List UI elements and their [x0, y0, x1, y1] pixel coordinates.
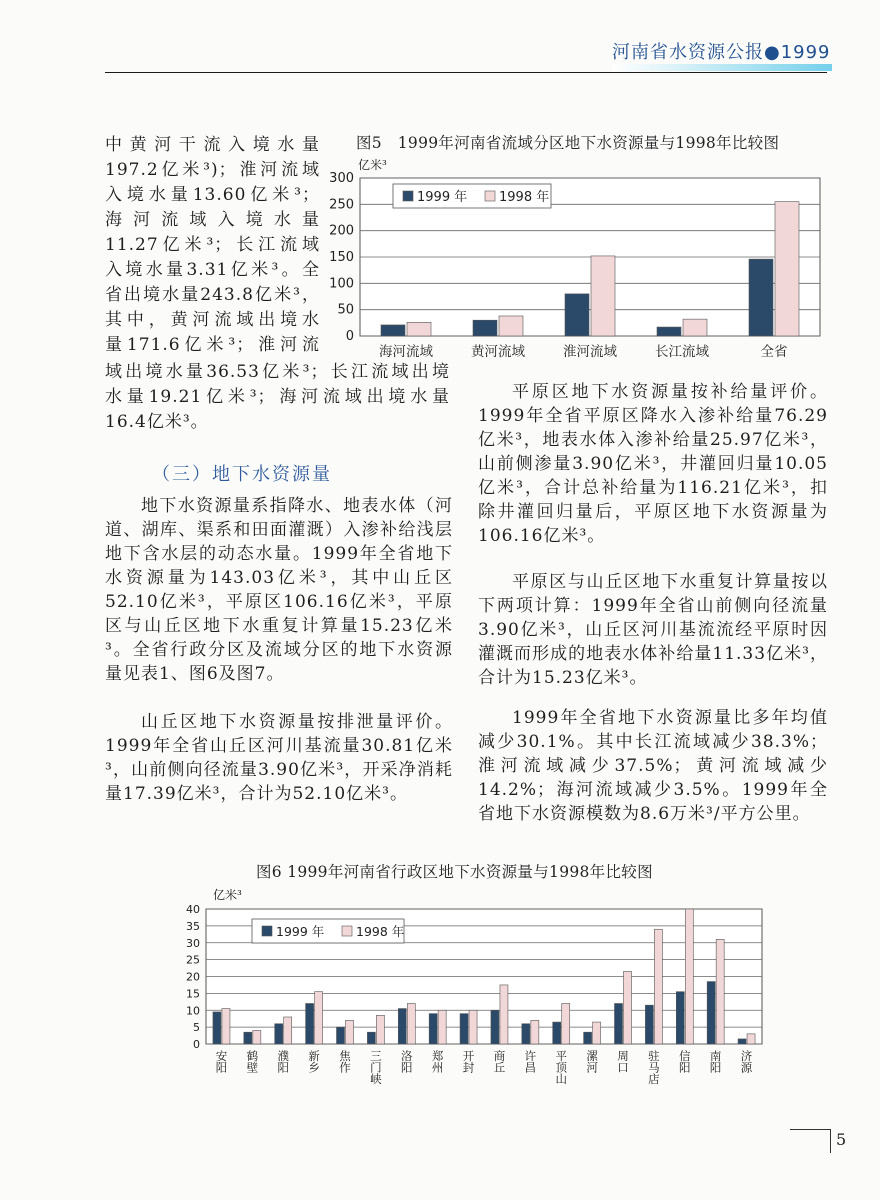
legend-label: 1999 年: [276, 924, 325, 939]
bar-1998: [654, 929, 662, 1044]
bar-1999: [213, 1012, 221, 1044]
legend-swatch-1998: [342, 926, 352, 936]
header-accent-band: [612, 64, 832, 71]
legend-label: 1999 年: [417, 190, 468, 205]
y-tick-label: 10: [186, 1004, 200, 1018]
fig6-chart: [170, 895, 770, 1110]
bar-1999: [473, 320, 497, 336]
x-tick-label: 新乡: [307, 1050, 322, 1073]
bar-1999: [491, 1010, 499, 1044]
y-tick-label: 50: [337, 302, 354, 318]
legend-swatch-1999: [403, 191, 413, 201]
bar-1999: [657, 327, 681, 336]
bar-1998: [346, 1020, 354, 1044]
x-tick-label: 洛阳: [399, 1050, 414, 1073]
legend-swatch-1998: [485, 191, 495, 201]
legend-label: 1998 年: [499, 190, 550, 205]
x-tick-label: 漯河: [585, 1050, 600, 1073]
bar-1999: [429, 1014, 437, 1044]
text-line: 197.2亿米³)；淮河流域: [105, 160, 320, 180]
x-tick-label: 安阳: [214, 1050, 229, 1073]
x-tick-label: 全省: [760, 344, 788, 360]
bar-1999: [565, 294, 589, 336]
fig5-caption: 图5 1999年河南省流域分区地下水资源量与1998年比较图: [356, 134, 780, 152]
text-line: 中黄河干流入境水量: [105, 135, 320, 155]
header-rule: [105, 72, 827, 73]
x-tick-label: 濮阳: [276, 1050, 291, 1073]
y-tick-label: 100: [329, 276, 354, 292]
paragraph: 平原区与山丘区地下水重复计算量按以下两项计算：1999年全省山前侧向径流量3.90亿米³，山丘区河川基流流经平原时因灌溉而形成的地表水体补给量11.33亿米³，合计为15.23亿米³。: [478, 572, 828, 688]
footer-rule: [790, 1129, 830, 1130]
bar-1998: [407, 322, 431, 336]
bar-1999: [306, 1004, 314, 1045]
bar-1999: [244, 1032, 252, 1044]
bar-1999: [553, 1022, 561, 1044]
bar-1998: [591, 256, 615, 336]
y-tick-label: 0: [193, 1038, 200, 1051]
bar-1998: [376, 1015, 384, 1044]
bar-1998: [438, 1010, 446, 1044]
bar-1998: [716, 939, 724, 1044]
text-line: 入境水量13.60亿米³；: [105, 185, 320, 205]
bar-1998: [407, 1004, 415, 1045]
page-number: 5: [836, 1130, 847, 1149]
paragraph: 1999年全省地下水资源量比多年均值减少30.1%。其中长江流域减少38.3%；淮河流域减少37.5%；黄河流域减少14.2%；海河流域减少3.5%。1999年全省地下水资源模数为8.6万米³/平方公里。: [478, 708, 828, 824]
x-tick-label: 海河流域: [379, 344, 433, 360]
text-line: 水量19.21亿米³；海河流域出境水量: [105, 387, 450, 407]
text-line: 量171.6亿米³；淮河流: [105, 335, 320, 355]
y-tick-label: 15: [186, 987, 200, 1001]
text-line: 域出境水量36.53亿米³；长江流域出境: [105, 362, 450, 382]
y-tick-label: 5: [193, 1021, 200, 1035]
x-tick-label: 平顶山: [554, 1050, 569, 1085]
y-tick-label: 150: [329, 250, 354, 265]
legend-label: 1998 年: [356, 924, 405, 939]
bar-1998: [624, 971, 632, 1044]
bar-1998: [593, 1022, 601, 1044]
bar-1999: [398, 1009, 406, 1044]
x-tick-label: 郑州: [430, 1050, 445, 1073]
paragraph: 平原区地下水资源量按补给量评价。1999年全省平原区降水入渗补给量76.29亿米³，地表水体入渗补给量25.97亿米³，山前侧渗量3.90亿米³，井灌回归量10.05亿米³，合计总补给量为116.21亿米³，扣除井灌回归量后，平原区地下水资源量为106.16亿米³。: [478, 382, 828, 546]
bar-1999: [584, 1032, 592, 1044]
bar-1998: [500, 985, 508, 1044]
bar-1999: [275, 1024, 283, 1044]
x-tick-label: 驻马店: [646, 1050, 661, 1085]
bar-1998: [683, 319, 707, 336]
text-line: 海河流域入境水量: [105, 210, 320, 230]
y-tick-label: 0: [345, 329, 354, 344]
bar-1998: [315, 992, 323, 1044]
text-line: 省出境水量243.8亿米³，: [105, 285, 320, 305]
text-line: 16.4亿米³。: [105, 412, 209, 432]
bar-1998: [531, 1020, 539, 1044]
y-tick-label: 40: [186, 903, 200, 916]
x-tick-label: 南阳: [708, 1050, 723, 1073]
legend-swatch-1999: [262, 926, 272, 936]
y-tick-label: 20: [186, 970, 200, 984]
text-line: 11.27亿米³；长江流域: [105, 235, 320, 255]
page-header-title: 河南省水资源公报●1999: [612, 42, 831, 63]
fig6-unit-label: 亿米³: [213, 888, 242, 902]
bar-1998: [562, 1004, 570, 1045]
x-tick-label: 三门峡: [368, 1050, 383, 1085]
bar-1998: [775, 202, 799, 336]
paragraph: 地下水资源量系指降水、地表水体（河道、湖库、渠系和田面灌溉）入渗补给浅层地下含水层的动态水量。1999年全省地下水资源量为143.03亿米³，其中山丘区52.10亿米³，平原区106.16亿米³，平原区与山丘区地下水重复计算量15.23亿米³。全省行政分区及流域分区的地下水资源量见表1、图6及图7。: [105, 496, 453, 684]
bar-1998: [222, 1009, 230, 1044]
x-tick-label: 济源: [739, 1050, 754, 1073]
x-tick-label: 长江流域: [655, 344, 709, 360]
x-tick-label: 开封: [461, 1050, 476, 1073]
text-line: 其中，黄河流域出境水: [105, 310, 320, 330]
y-tick-label: 30: [186, 936, 200, 950]
bar-1999: [367, 1032, 375, 1044]
fig5-chart: [330, 170, 830, 370]
x-tick-label: 信阳: [677, 1050, 692, 1073]
paragraph: 山丘区地下水资源量按排泄量评价。1999年全省山丘区河川基流量30.81亿米³，山前侧向径流量3.90亿米³，开采净消耗量17.39亿米³，合计为52.10亿米³。: [105, 712, 453, 804]
bar-1999: [645, 1005, 653, 1044]
bar-1999: [337, 1027, 345, 1044]
bar-1999: [460, 1014, 468, 1044]
x-tick-label: 淮河流域: [563, 344, 617, 360]
bar-1998: [469, 1010, 477, 1044]
bar-1999: [381, 325, 405, 336]
bar-1999: [522, 1024, 530, 1044]
text-line: 入境水量3.31亿米³。全: [105, 260, 320, 280]
bar-1999: [738, 1039, 746, 1044]
x-tick-label: 黄河流域: [471, 344, 525, 360]
bar-1998: [685, 909, 693, 1044]
bar-1999: [676, 992, 684, 1044]
bar-1999: [707, 982, 715, 1044]
bar-1998: [253, 1031, 261, 1045]
section-heading: （三）地下水资源量: [152, 464, 332, 485]
fig6-caption: 图6 1999年河南省行政区地下水资源量与1998年比较图: [256, 863, 653, 881]
bar-1999: [615, 1004, 623, 1045]
bar-1999: [749, 259, 773, 336]
footer-tick: [830, 1129, 831, 1153]
x-tick-label: 焦作: [338, 1050, 352, 1073]
y-tick-label: 250: [329, 197, 354, 213]
y-tick-label: 300: [329, 171, 354, 186]
y-tick-label: 200: [329, 223, 354, 239]
bar-1998: [747, 1034, 755, 1044]
x-tick-label: 鹤壁: [245, 1050, 260, 1073]
fig5-unit-label: 亿米³: [358, 158, 387, 172]
x-tick-label: 周口: [616, 1050, 630, 1073]
x-tick-label: 许昌: [523, 1050, 538, 1073]
y-tick-label: 25: [186, 953, 200, 967]
bar-1998: [284, 1017, 292, 1044]
y-tick-label: 35: [186, 919, 200, 933]
x-tick-label: 商丘: [492, 1050, 507, 1073]
bar-1998: [499, 316, 523, 336]
